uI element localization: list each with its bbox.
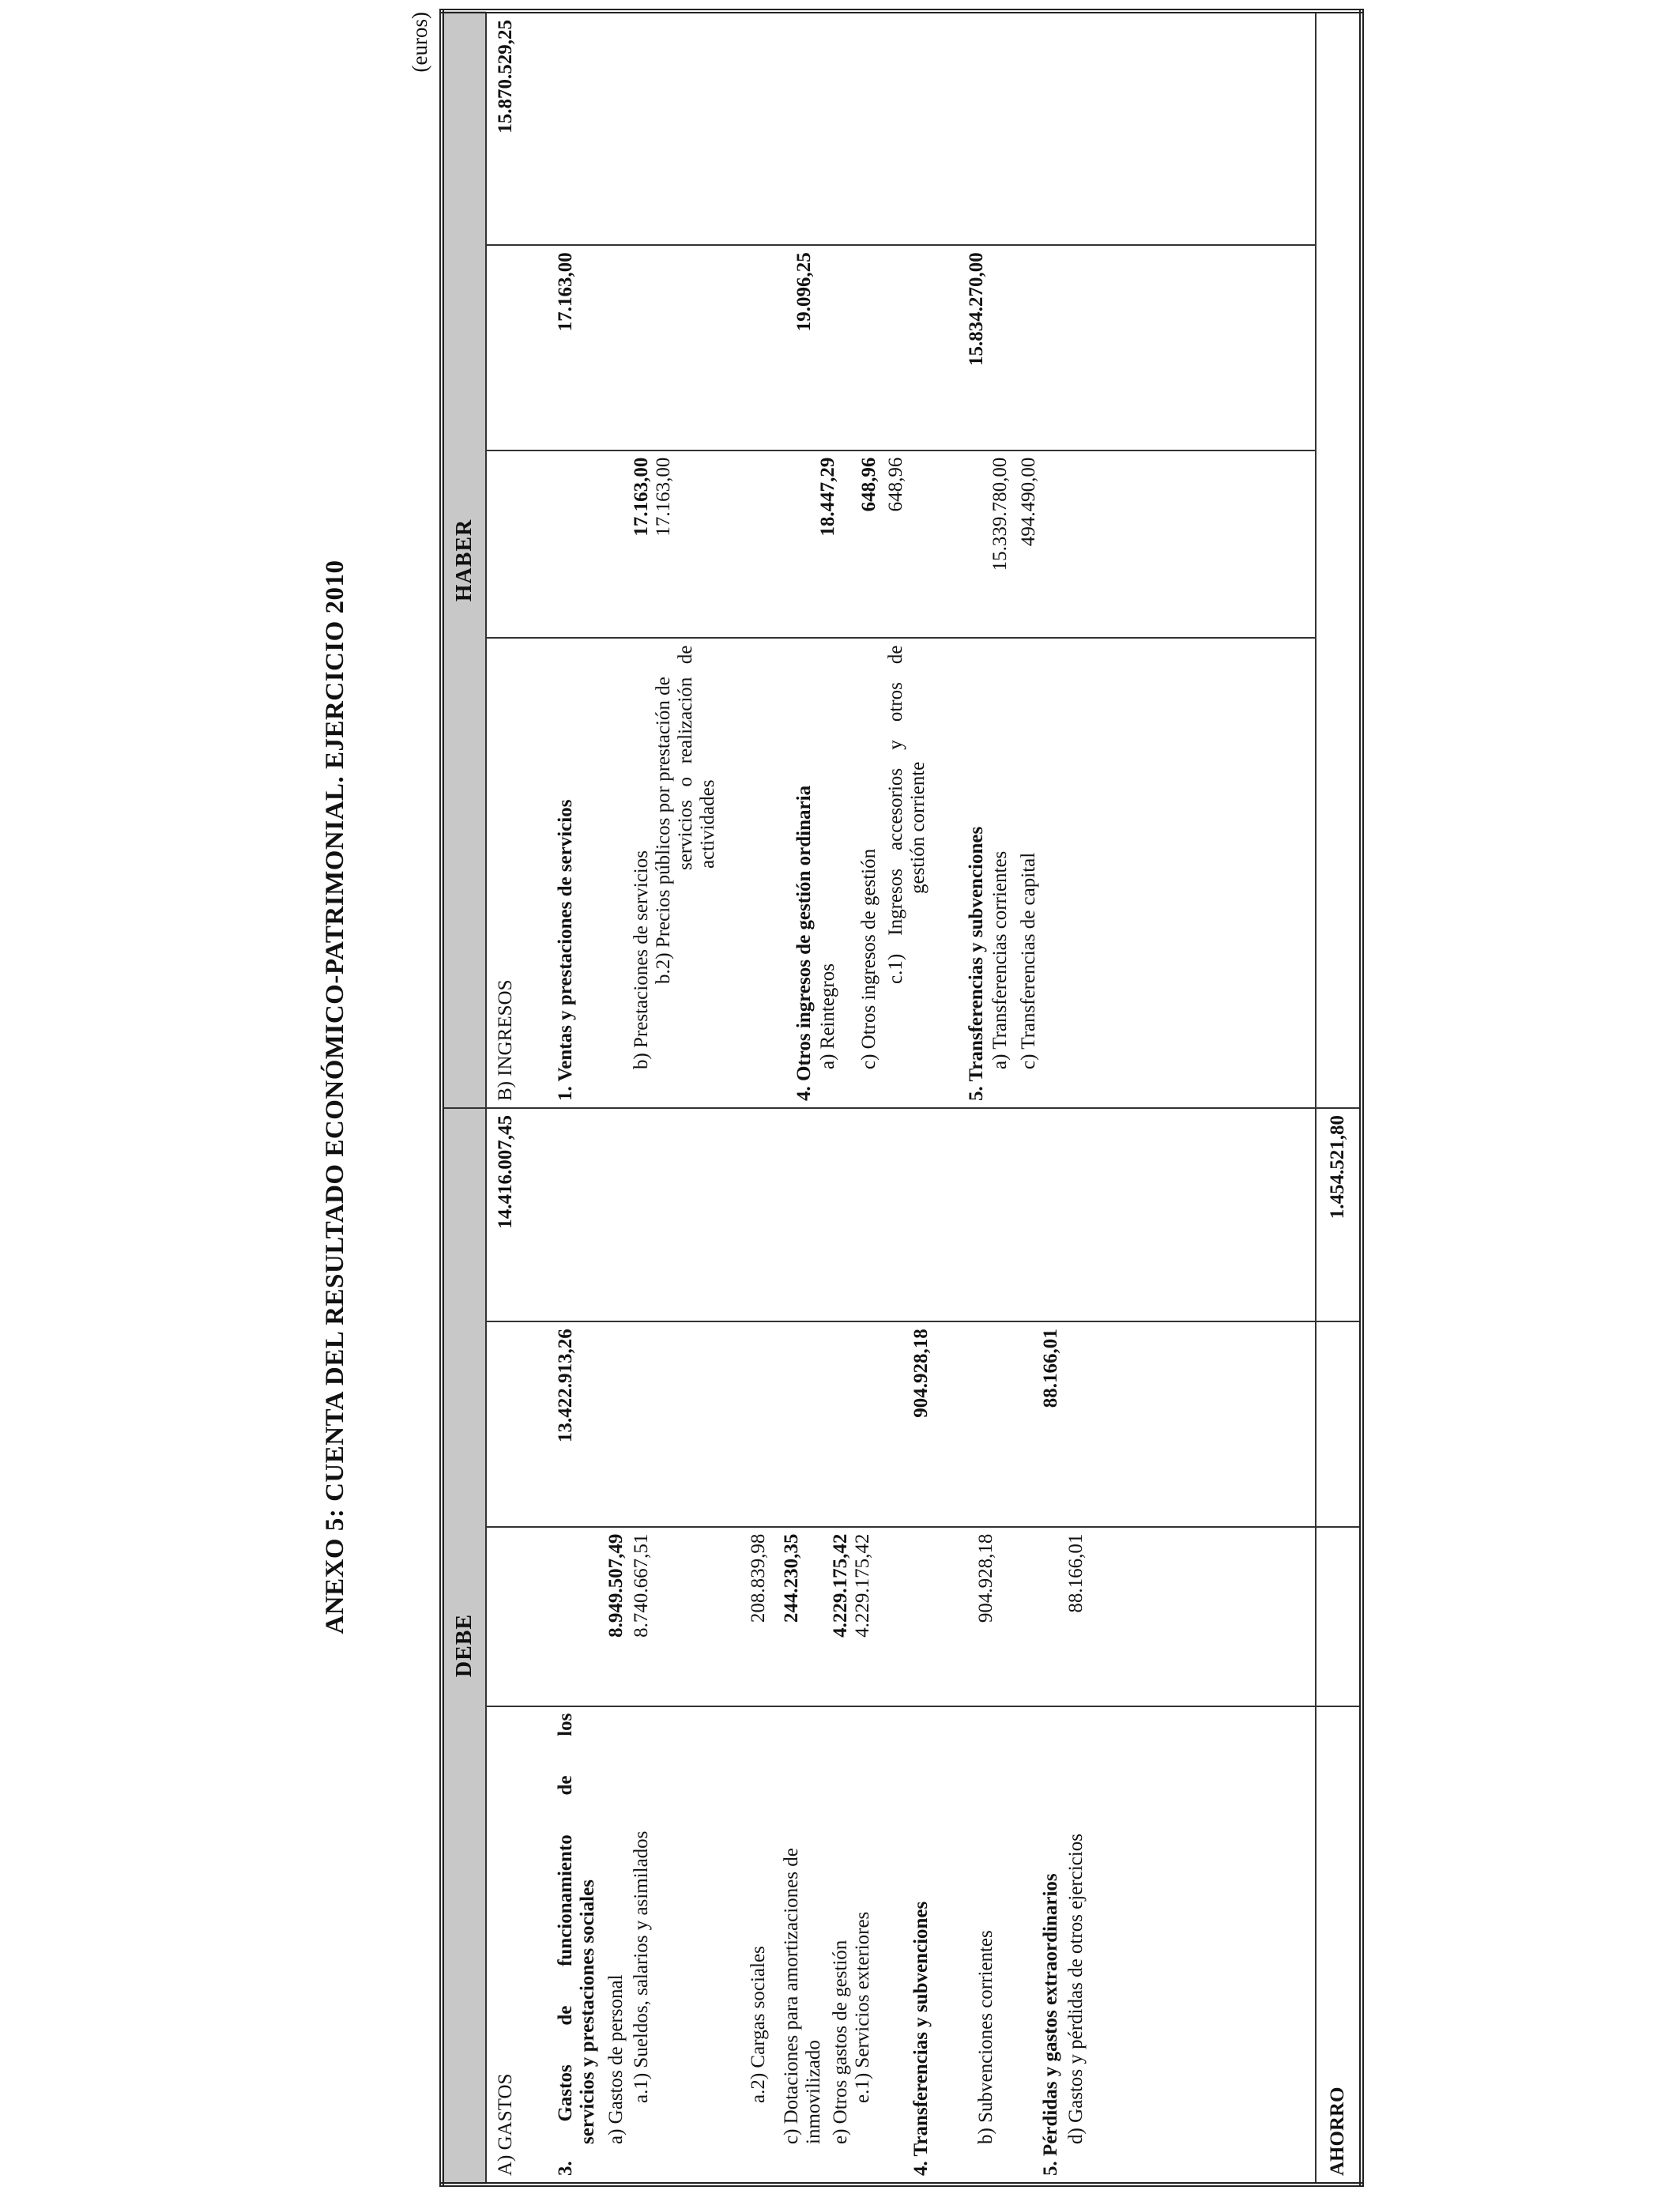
transf-cap-label: c) Transferencias de capital	[1017, 852, 1039, 1070]
haber-labels-col	[486, 638, 1317, 1108]
debe-labels-col	[486, 1706, 1317, 2185]
dotaciones-label-line2: inmovilizado	[802, 2040, 824, 2144]
ahorro-amount: 1.454.521,80	[1316, 1108, 1362, 1321]
gastos-personal-label: a) Gastos de personal	[605, 1974, 627, 2144]
otros-ingresos-label: c) Otros ingresos de gestión	[857, 848, 880, 1070]
accesorios-amount: 648,96	[884, 457, 906, 512]
i1-total: 17.163,00	[554, 252, 576, 332]
ahorro-label: AHORRO	[1327, 2087, 1349, 2176]
subv-corr-amount: 904.928,18	[974, 1533, 996, 1623]
ingresos-heading: B) INGRESOS	[494, 979, 516, 1102]
ingresos-total: 15.870.529,25	[494, 20, 516, 134]
servicios-ext-label: e.1) Servicios exteriores	[851, 1911, 873, 2103]
precios-label-line1: b.2) Precios públicos por prestación de	[652, 677, 674, 985]
i4-title: 4. Otros ingresos de gestión ordinaria	[793, 785, 815, 1102]
gastos-personal-amount: 8.949.507,49	[605, 1533, 627, 1638]
haber-total-col	[486, 11, 1317, 245]
g5-total: 88.166,01	[1039, 1329, 1061, 1408]
subv-corr-label: b) Subvenciones corrientes	[974, 1930, 996, 2144]
otros-gastos-amount: 4.229.175,42	[829, 1533, 851, 1638]
prestaciones-amount: 17.163,00	[630, 457, 652, 537]
haber-header: HABER	[442, 11, 486, 1108]
reintegros-label: a) Reintegros	[816, 963, 838, 1070]
g3-total: 13.422.913,26	[554, 1329, 576, 1442]
gastos-otros-label: d) Gastos y pérdidas de otros ejercicios	[1064, 1834, 1087, 2144]
debe-amounts-col1	[486, 1527, 1317, 1706]
dotaciones-label-line1: c) Dotaciones para amortizaciones de	[780, 1848, 802, 2144]
haber-amounts-col1	[486, 450, 1317, 639]
i1-title: 1. Ventas y prestaciones de servicios	[554, 799, 576, 1102]
ahorro-empty-1	[1316, 1527, 1362, 1706]
servicios-ext-amount: 4.229.175,42	[851, 1533, 873, 1638]
haber-amounts-col2	[486, 245, 1317, 450]
transf-cap-amount: 494.490,00	[1017, 457, 1039, 547]
g3-title-line2: servicios y prestaciones sociales	[576, 1879, 598, 2144]
debe-total-col	[486, 1108, 1317, 1321]
g3-title-line1: 3. Gastos de funcionamiento de los	[554, 1713, 576, 2176]
transf-corr-amount: 15.339.780,00	[989, 457, 1011, 571]
header-row	[442, 11, 486, 2185]
gastos-otros-amount: 88.166,01	[1064, 1533, 1087, 1613]
i4-total: 19.096,25	[793, 252, 815, 332]
g4-title: 4. Transferencias y subvenciones	[910, 1901, 932, 2176]
ahorro-row	[1316, 11, 1362, 2185]
rotated-sheet	[315, 7, 1365, 2187]
gastos-heading: A) GASTOS	[494, 2073, 516, 2176]
ahorro-haber-empty	[1316, 11, 1362, 1108]
debe-amounts-col2	[486, 1321, 1317, 1526]
accesorios-label-line1: c.1) Ingresos accesorios y otros de	[884, 645, 906, 985]
i5-title: 5. Transferencias y subvenciones	[965, 826, 987, 1102]
cargas-amount: 208.839,98	[747, 1533, 769, 1623]
dotaciones-amount: 244.230,35	[780, 1533, 802, 1623]
document-title: ANEXO 5: CUENTA DEL RESULTADO ECONÓMICO-PATRIMONIAL. EJERCICIO 2010	[321, 560, 349, 1634]
prestaciones-label: b) Prestaciones de servicios	[630, 850, 652, 1070]
body-row	[486, 11, 1317, 2185]
precios-amount: 17.163,00	[652, 457, 674, 537]
debe-header: DEBE	[442, 1108, 486, 2185]
accesorios-label-line2: gestión corriente	[906, 761, 929, 895]
otros-gastos-label: e) Otros gastos de gestión	[829, 1940, 851, 2144]
sueldos-label: a.1) Sueldos, salarios y asimilados	[630, 1830, 652, 2103]
precios-label-line2: servicios o realización de	[674, 645, 696, 871]
ahorro-label-cell	[1316, 1706, 1362, 2185]
precios-label-line3: actividades	[696, 779, 718, 869]
transf-corr-label: a) Transferencias corrientes	[989, 850, 1011, 1070]
reintegros-amount: 18.447,29	[816, 457, 838, 537]
currency-unit: (euros)	[408, 12, 431, 73]
otros-ingresos-amount: 648,96	[857, 457, 880, 512]
i5-total: 15.834.270,00	[965, 252, 987, 366]
sueldos-amount: 8.740.667,51	[630, 1533, 652, 1638]
gastos-total: 14.416.007,45	[494, 1115, 516, 1229]
result-account-table	[439, 9, 1364, 2187]
g5-title: 5. Pérdidas y gastos extraordinarios	[1039, 1873, 1061, 2176]
ahorro-empty-2	[1316, 1321, 1362, 1526]
g4-total: 904.928,18	[910, 1329, 932, 1418]
cargas-label: a.2) Cargas sociales	[747, 1946, 769, 2103]
